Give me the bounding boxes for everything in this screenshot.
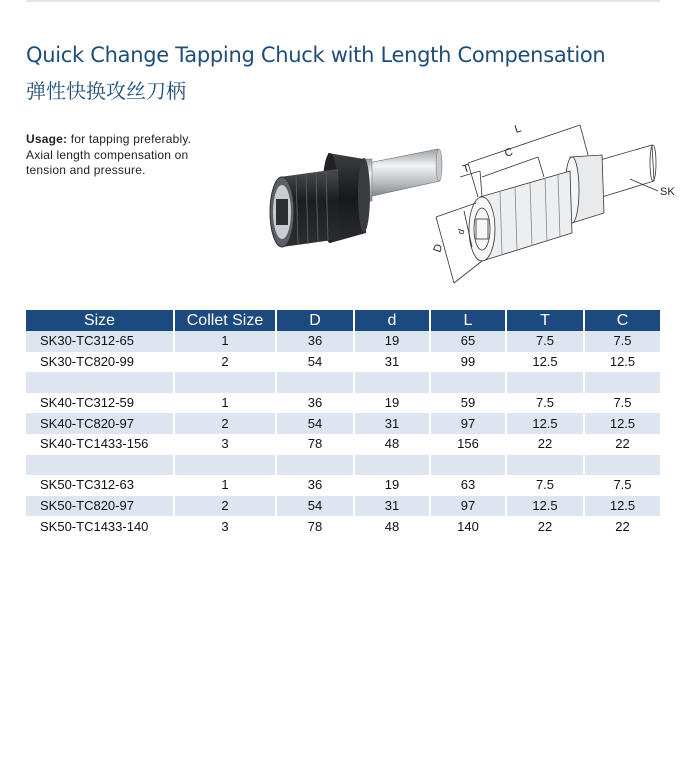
column-header-size: Size <box>26 310 174 331</box>
cell-C: 12.5 <box>584 496 660 517</box>
cell-L: 97 <box>430 496 506 517</box>
table-row <box>26 352 660 373</box>
cell-size <box>26 372 174 393</box>
column-header-T: T <box>506 310 584 331</box>
cell-T: 7.5 <box>506 331 584 352</box>
cell-size: SK30-TC312-65 <box>26 331 174 352</box>
column-header-d: d <box>354 310 430 331</box>
cell-collet: 1 <box>174 475 276 496</box>
usage-text <box>26 132 246 179</box>
dimension-label-C: C <box>503 145 515 160</box>
cell-d: 19 <box>354 393 430 414</box>
cell-L: 65 <box>430 331 506 352</box>
cell-C <box>584 372 660 393</box>
cell-d: 31 <box>354 496 430 517</box>
cell-C: 12.5 <box>584 352 660 373</box>
cell-C: 7.5 <box>584 475 660 496</box>
cell-d: 31 <box>354 413 430 434</box>
cell-D <box>276 372 354 393</box>
cell-L: 63 <box>430 475 506 496</box>
cell-L: 140 <box>430 516 506 537</box>
dimension-label-d: d <box>455 227 467 236</box>
technical-drawing <box>420 115 680 295</box>
cell-collet <box>174 372 276 393</box>
cell-D: 36 <box>276 475 354 496</box>
cell-d: 19 <box>354 475 430 496</box>
cell-D: 54 <box>276 352 354 373</box>
cell-L <box>430 372 506 393</box>
dimension-label-L: L <box>513 122 523 136</box>
cell-C: 22 <box>584 516 660 537</box>
column-header-L: L <box>430 310 506 331</box>
cell-collet: 1 <box>174 393 276 414</box>
table-row <box>26 516 660 537</box>
cell-L <box>430 455 506 476</box>
table-row <box>26 393 660 414</box>
table-row <box>26 475 660 496</box>
cell-L: 99 <box>430 352 506 373</box>
page-title-chinese: 弹性快换攻丝刀柄 <box>26 79 186 103</box>
page-title: Quick Change Tapping Chuck with Length Compensation <box>26 43 606 67</box>
cell-collet: 2 <box>174 352 276 373</box>
cell-T: 7.5 <box>506 475 584 496</box>
cell-C <box>584 455 660 476</box>
cell-D <box>276 455 354 476</box>
cell-C: 12.5 <box>584 413 660 434</box>
cell-size <box>26 455 174 476</box>
cell-collet: 2 <box>174 496 276 517</box>
table-row <box>26 413 660 434</box>
cell-d: 48 <box>354 434 430 455</box>
cell-size: SK40-TC820-97 <box>26 413 174 434</box>
cell-d <box>354 372 430 393</box>
cell-collet: 3 <box>174 516 276 537</box>
cell-size: SK50-TC820-97 <box>26 496 174 517</box>
column-header-collet-size: Collet Size <box>174 310 276 331</box>
usage-label: Usage: <box>26 132 68 146</box>
cell-L: 97 <box>430 413 506 434</box>
usage-line-1: for tapping preferably. <box>67 132 192 146</box>
table-header-row <box>26 310 660 331</box>
table-row <box>26 331 660 352</box>
cell-d: 31 <box>354 352 430 373</box>
cell-collet: 1 <box>174 331 276 352</box>
usage-line-3: tension and pressure. <box>26 163 146 177</box>
top-rule <box>26 0 660 2</box>
column-header-C: C <box>584 310 660 331</box>
cell-T: 12.5 <box>506 352 584 373</box>
cell-size: SK50-TC1433-140 <box>26 516 174 537</box>
dimension-label-SK: SK <box>660 186 675 198</box>
cell-D: 54 <box>276 496 354 517</box>
cell-D: 78 <box>276 516 354 537</box>
table-row <box>26 434 660 455</box>
cell-T: 7.5 <box>506 393 584 414</box>
table-row-spacer <box>26 455 660 476</box>
cell-T: 22 <box>506 434 584 455</box>
cell-d <box>354 455 430 476</box>
cell-L: 59 <box>430 393 506 414</box>
cell-T: 12.5 <box>506 496 584 517</box>
table-row-spacer <box>26 372 660 393</box>
cell-T: 22 <box>506 516 584 537</box>
cell-D: 78 <box>276 434 354 455</box>
cell-C: 7.5 <box>584 393 660 414</box>
dimension-label-D: D <box>431 242 446 254</box>
cell-size: SK40-TC1433-156 <box>26 434 174 455</box>
table-row <box>26 496 660 517</box>
cell-collet: 3 <box>174 434 276 455</box>
cell-T: 12.5 <box>506 413 584 434</box>
spec-table <box>26 310 660 537</box>
column-header-D: D <box>276 310 354 331</box>
cell-C: 22 <box>584 434 660 455</box>
cell-C: 7.5 <box>584 331 660 352</box>
cell-d: 19 <box>354 331 430 352</box>
dimension-label-T: T <box>461 162 472 176</box>
cell-size: SK30-TC820-99 <box>26 352 174 373</box>
cell-L: 156 <box>430 434 506 455</box>
cell-size: SK40-TC312-59 <box>26 393 174 414</box>
cell-D: 54 <box>276 413 354 434</box>
cell-D: 36 <box>276 331 354 352</box>
usage-line-2: Axial length compensation on <box>26 147 189 162</box>
cell-d: 48 <box>354 516 430 537</box>
cell-size: SK50-TC312-63 <box>26 475 174 496</box>
cell-T <box>506 455 584 476</box>
cell-collet: 2 <box>174 413 276 434</box>
cell-T <box>506 372 584 393</box>
cell-D: 36 <box>276 393 354 414</box>
cell-collet <box>174 455 276 476</box>
